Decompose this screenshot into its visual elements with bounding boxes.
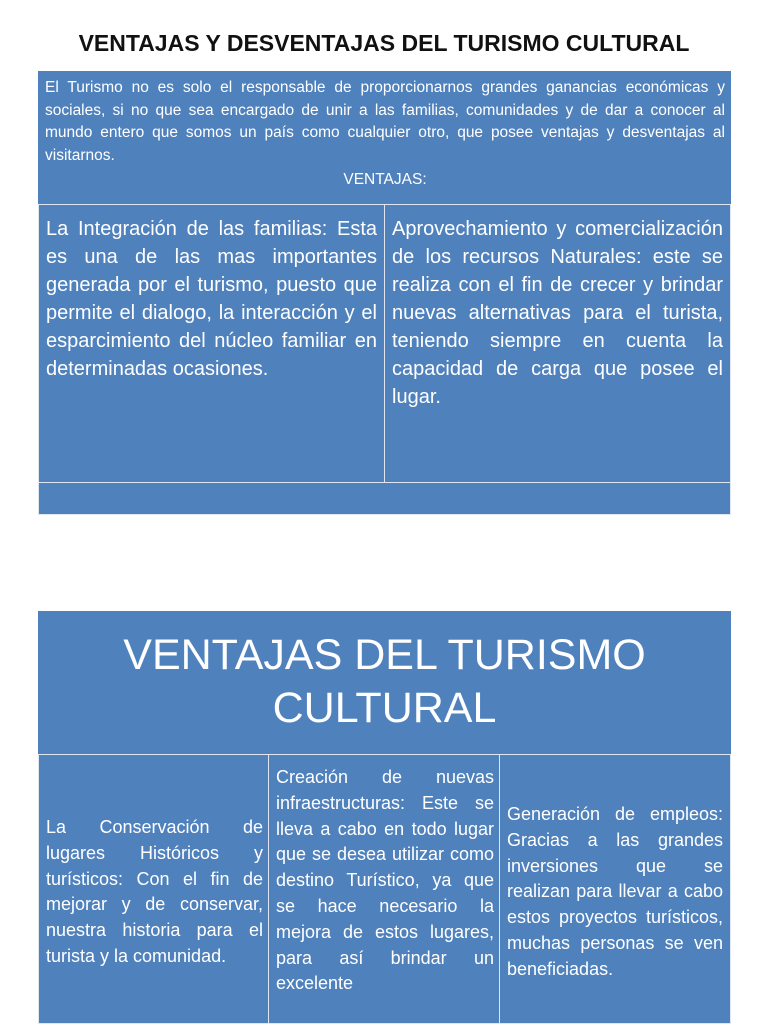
page-title: VENTAJAS Y DESVENTAJAS DEL TURISMO CULTURAL <box>78 30 690 56</box>
intro-cell <box>38 71 731 204</box>
infrastructure-text: Creación de nuevas infraestructuras: Este se lleva a cabo en todo lugar que se desea utilizar como destino Turístico, ya que se hace necesario la mejora de estos lugares, para así brindar un excelente <box>276 767 494 994</box>
natural-resources-cell <box>384 204 731 483</box>
empty-row <box>38 482 731 515</box>
natural-resources-text: Aprovechamiento y comercialización de los recursos Naturales: este se realiza con el fin de crecer y brindar nuevas alternativas para el turista, teniendo siempre en cuenta la capacidad de carga que posee el lugar. <box>392 218 723 408</box>
family-integration-cell <box>38 204 385 483</box>
family-integration-text: La Integración de las familias: Esta es una de las mas importantes generada por el turismo, puesto que permite el dialogo, la interacción y el esparcimiento del núcleo familiar en determinadas ocasiones. <box>46 218 377 380</box>
infrastructure-cell <box>268 754 500 1024</box>
employment-text: Generación de empleos: Gracias a las grandes inversiones que se realizan para llevar a cabo estos proyectos turísticos, muchas personas se ven beneficiadas. <box>507 804 723 979</box>
advantages-disadvantages-slide <box>38 71 731 515</box>
intro-text: El Turismo no es solo el responsable de proporcionarnos grandes ganancias económicas y sociales, si no que sea encargado de unir a las familias, comunidades y de dar a conocer al mundo entero que somos un país como cualquier otro, que posee ventajas y desventajas al visitarnos. <box>45 79 725 164</box>
heritage-conservation-text: La Conservación de lugares Históricos y turísticos: Con el fin de mejorar y de conservar, nuestra historia para el turista y la comunidad. <box>46 817 263 966</box>
ventajas-subheading: VENTAJAS: <box>343 171 427 188</box>
employment-cell <box>499 754 731 1024</box>
slide-heading: VENTAJAS DEL TURISMO CULTURAL <box>38 611 731 754</box>
cultural-tourism-advantages-slide <box>38 611 731 1024</box>
heritage-conservation-cell <box>38 754 269 1024</box>
